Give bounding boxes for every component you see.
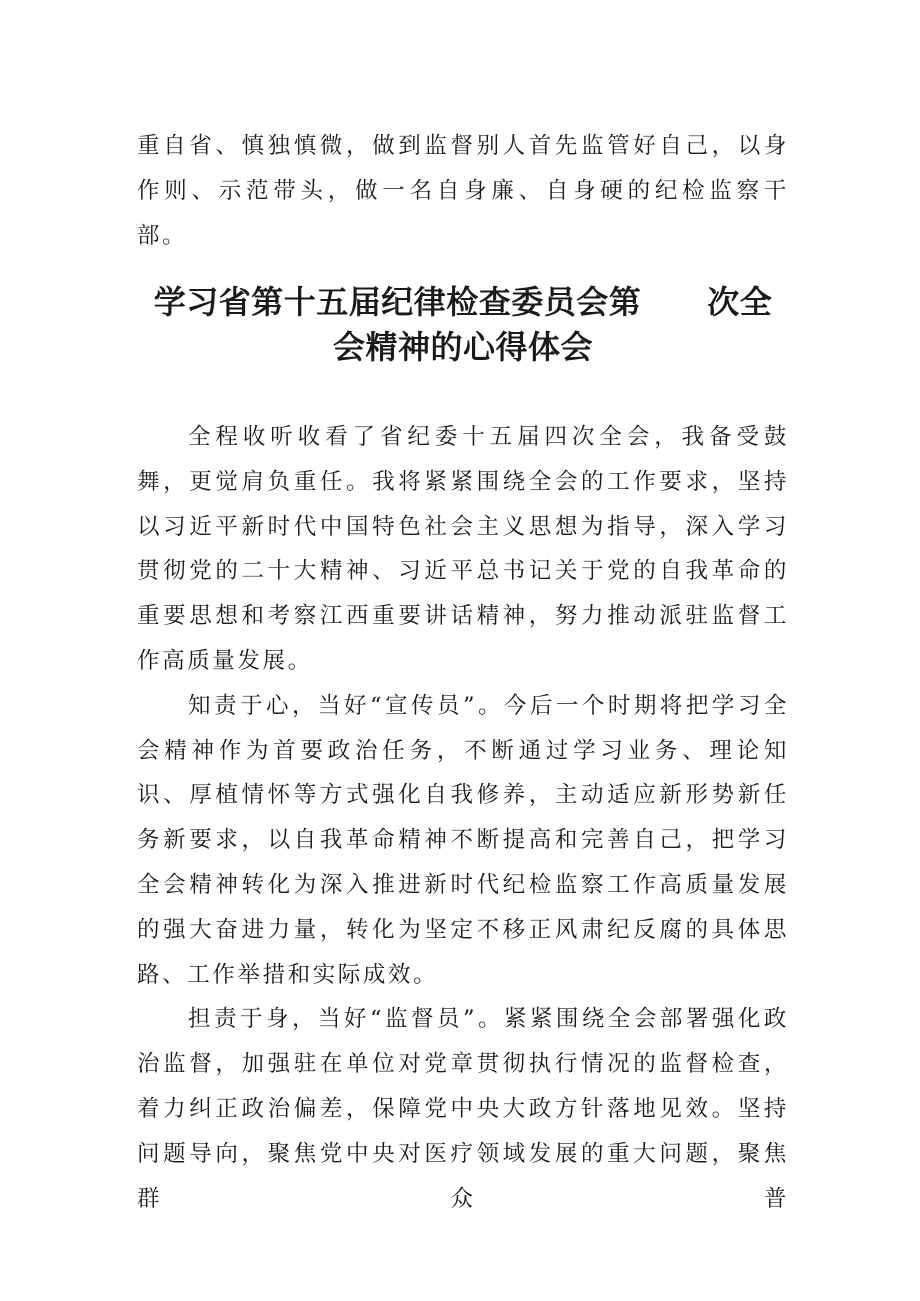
- paragraph-intro: 全程收听收看了省纪委十五届四次全会，我备受鼓舞，更觉肩负重任。我将紧紧围绕全会的工作要求，坚持以习近平新时代中国特色社会主义思想为指导，深入学习贯彻党的二十大精神、习近平总书记关于党的自我革命的重要思想和考察江西重要讲话精神，努力推动派驻监督工作高质量发展。: [137, 424, 789, 674]
- title-line-2: 会精神的心得体会: [332, 328, 593, 366]
- title-line-1-part-2: 次全: [707, 283, 773, 321]
- article-title: [137, 280, 789, 370]
- paragraph-supervisor: 担责于身，当好“监督员”。紧紧围绕全会部署强化政治监督，加强驻在单位对党章贯彻执行情况的监督检查，着力纠正政治偏差，保障党中央大政方针落地见效。坚持问题导向，聚焦党中央对医疗领域发展的重大问题，聚焦群众普: [137, 1006, 789, 1212]
- title-line-1-part-1: 学习省第十五届纪律检查委员会第: [153, 283, 642, 321]
- previous-paragraph-fragment: 重自省、慎独慎微，做到监督别人首先监管好自己，以身作则、示范带头，做一名自身廉、自身硬的纪检监察干部。: [137, 133, 789, 249]
- article-body: [137, 415, 789, 1221]
- title-line-1: [137, 280, 789, 325]
- paragraph-propagandist: 知责于心，当好“宣传员”。今后一个时期将把学习全会精神作为首要政治任务，不断通过学习业务、理论知识、厚植情怀等方式强化自我修养，主动适应新形势新任务新要求，以自我革命精神不断提高和完善自己，把学习全会精神转化为深入推进新时代纪检监察工作高质量发展的强大奋进力量，转化为坚定不移正风肃纪反腐的具体思路、工作举措和实际成效。: [137, 692, 789, 988]
